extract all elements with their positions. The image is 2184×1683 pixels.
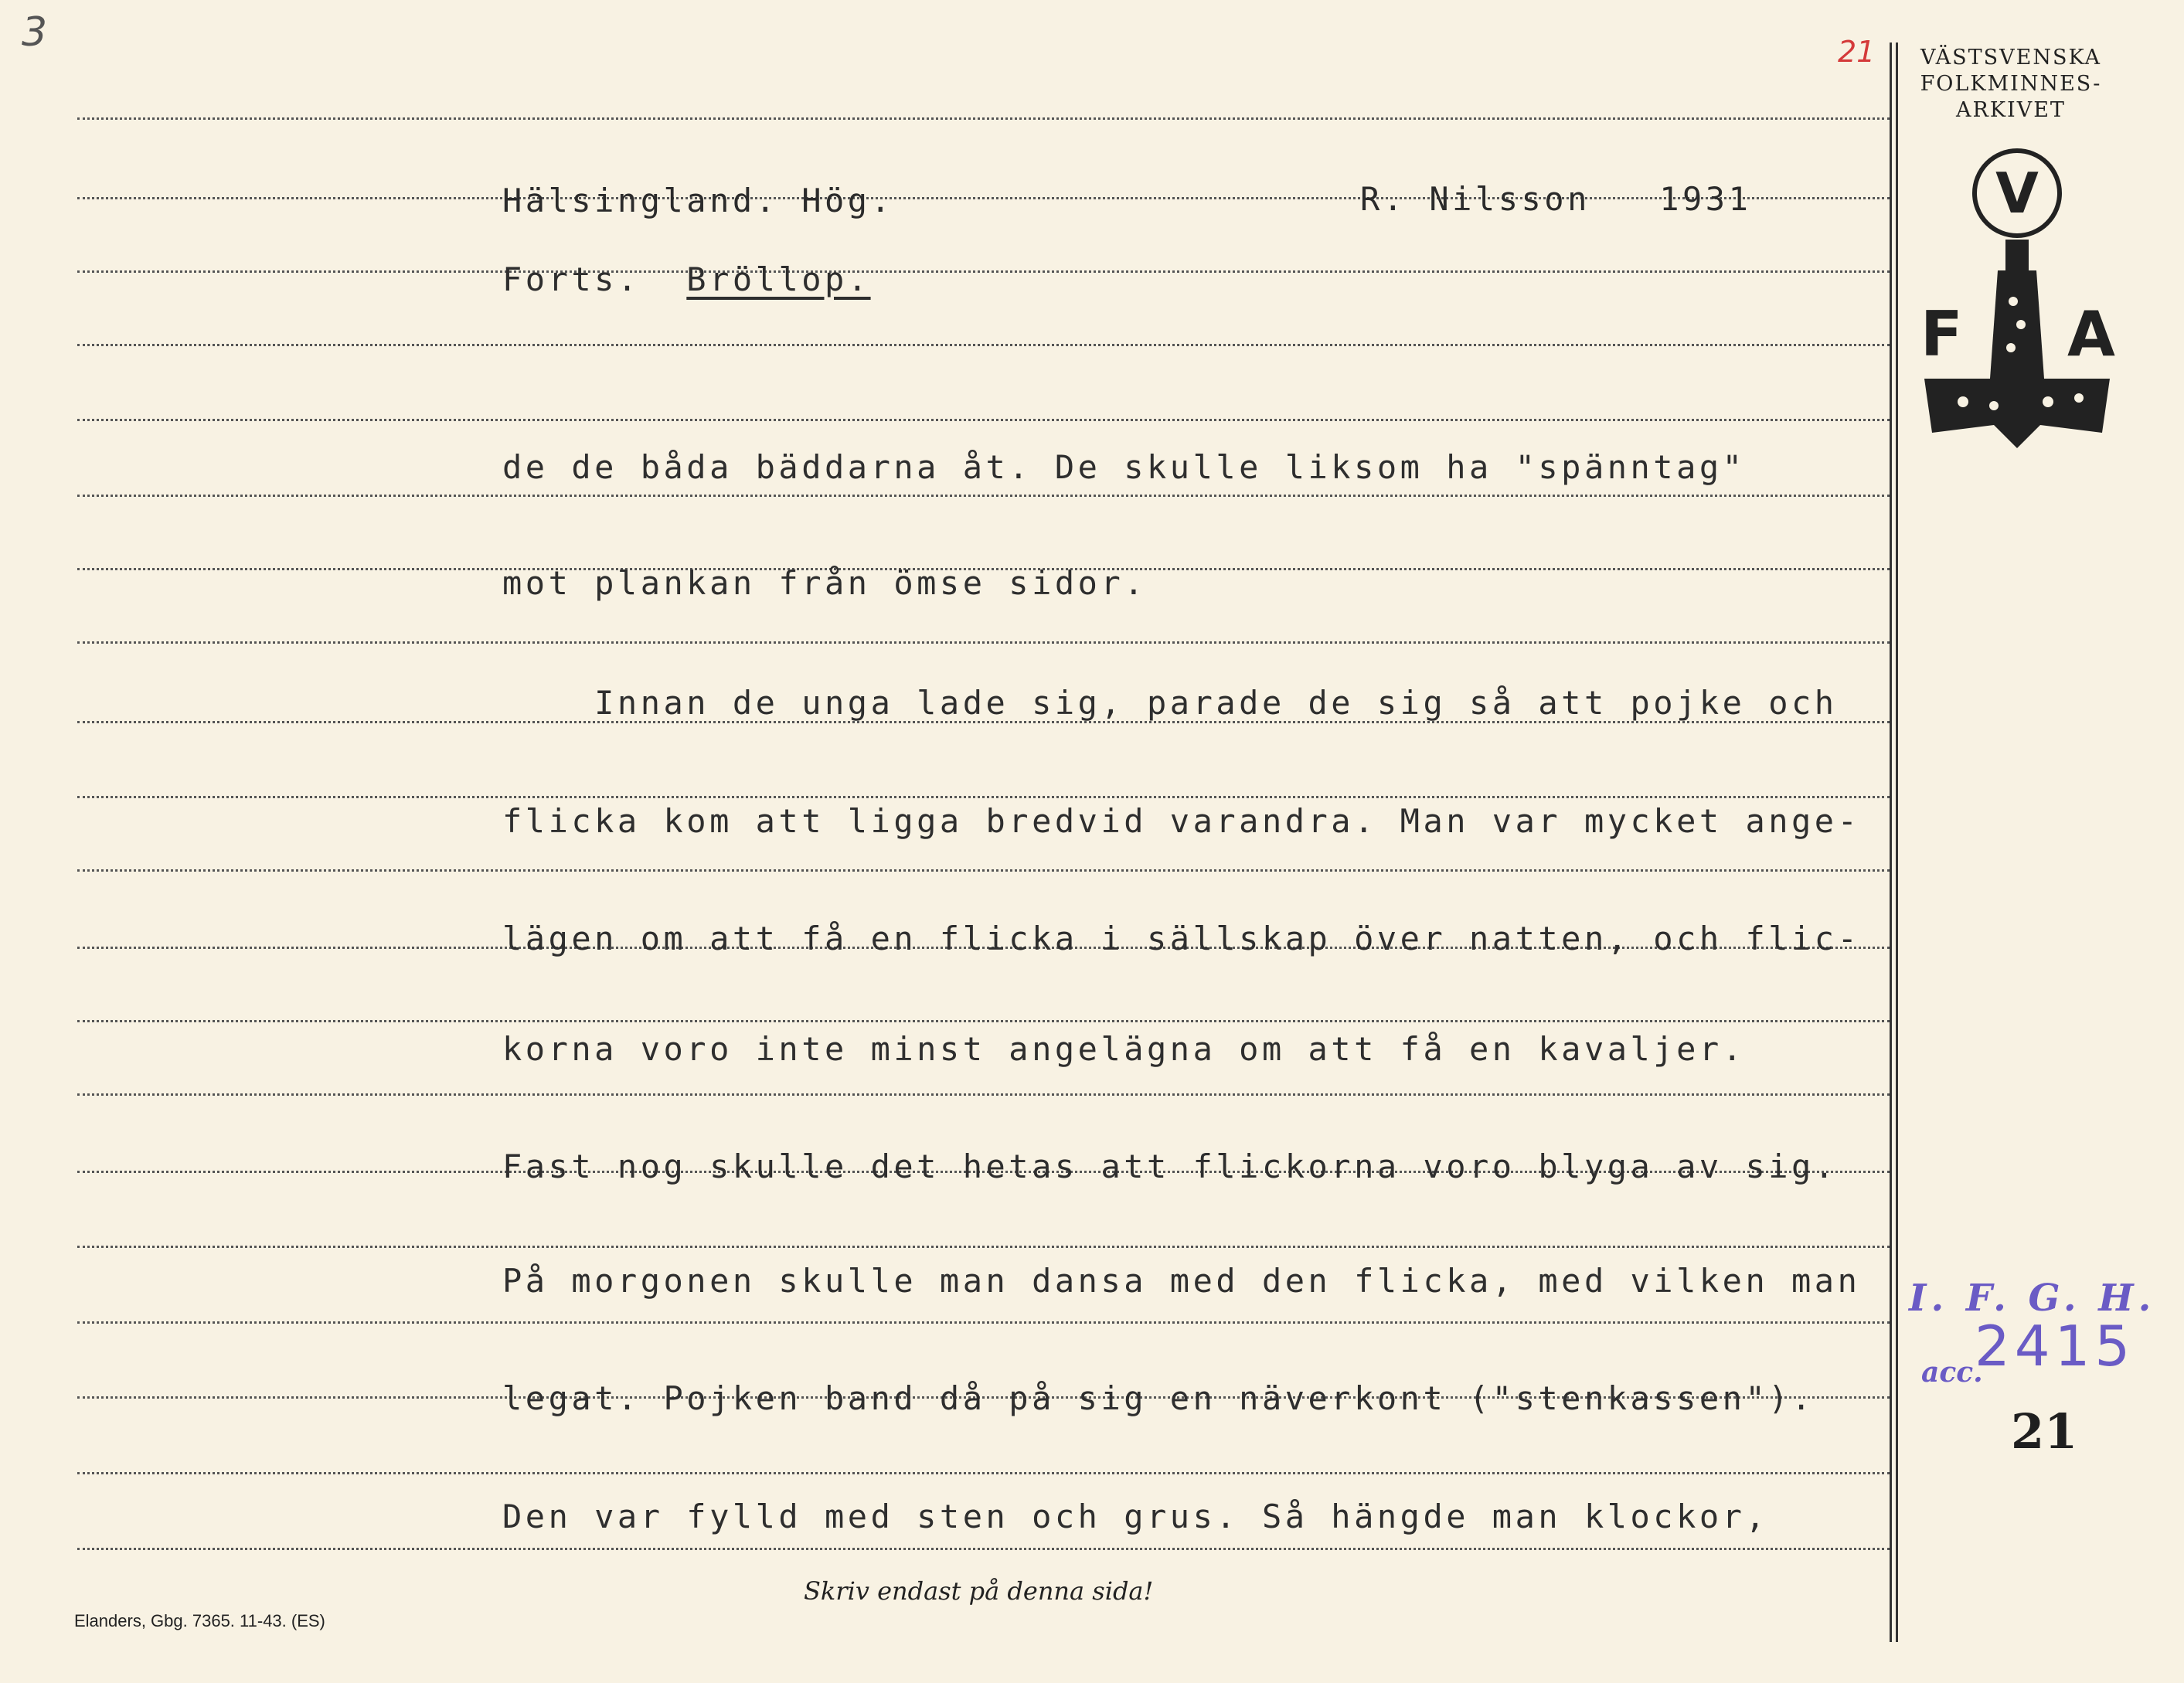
printer-imprint: Elanders, Gbg. 7365. 11-43. (ES) — [74, 1611, 325, 1630]
ruled-line — [77, 117, 1890, 120]
ruled-line — [77, 1093, 1890, 1096]
body-line: Fast nog skulle det hetas att flickorna voro blyga av sig. — [502, 1148, 1838, 1185]
ruled-line — [77, 419, 1890, 421]
logo-letter-a: A — [2067, 298, 2115, 370]
logo-letter-v: V — [1995, 161, 2039, 226]
body-line: Den var fylld med sten och grus. Så hängde man klockor, — [502, 1498, 1769, 1535]
body-line: flicka kom att ligga bredvid varandra. Man var mycket ange- — [502, 802, 1861, 840]
archive-stamp-initials: I. F. G. H. — [1909, 1277, 2156, 1320]
record-location: Hälsingland. Hög. — [502, 182, 894, 219]
body-line: legat. Pojken band då på sig en näverkont ("stenkassen"). — [502, 1379, 1815, 1417]
logo-letter-f: F — [1920, 298, 1963, 370]
archive-name — [1903, 45, 2119, 124]
body-line: mot plankan från ömse sidor. — [502, 564, 1148, 602]
archive-stamp-number: 2415 — [1975, 1314, 2135, 1379]
ruled-line — [77, 1246, 1890, 1248]
archive-name-line: FOLKMINNES- — [1920, 72, 2102, 96]
ruled-line — [77, 495, 1890, 497]
archive-name-line: ARKIVET — [1956, 98, 2066, 122]
ruled-line — [77, 1472, 1890, 1474]
margin-divider — [1890, 42, 1892, 1642]
margin-divider — [1896, 42, 1898, 1642]
subject-title: Bröllop. — [686, 260, 871, 298]
body-line: korna voro inte minst angelägna om att få en kavaljer. — [502, 1030, 1746, 1068]
subject-prefix: Forts. — [502, 260, 641, 298]
archive-stamp-acc-label: acc. — [1921, 1356, 1983, 1389]
ruled-line — [77, 796, 1890, 798]
body-line: Innan de unga lade sig, parade de sig så att pojke och — [502, 684, 1838, 722]
page-number: 21 — [2011, 1403, 2078, 1460]
ruled-line — [77, 1321, 1890, 1324]
archive-name-line: VÄSTSVENSKA — [1920, 46, 2102, 70]
ruled-line — [77, 1020, 1890, 1022]
hammer-emblem-icon — [1917, 147, 2118, 456]
ruled-line — [77, 344, 1890, 346]
body-line: På morgonen skulle man dansa med den flicka, med vilken man — [502, 1262, 1861, 1300]
red-page-number: 21 — [1838, 35, 1876, 69]
body-line: de de båda bäddarna åt. De skulle liksom ha "spänntag" — [502, 448, 1746, 486]
body-line: lägen om att få en flicka i sällskap över natten, och flic- — [502, 920, 1861, 957]
subject-line — [502, 260, 871, 298]
ruled-line — [77, 1548, 1890, 1550]
footer-instruction: Skriv endast på denna sida! — [804, 1576, 1154, 1606]
ruled-line — [77, 270, 1890, 273]
record-collector-year: R. Nilsson 1931 — [1360, 180, 1752, 218]
ruled-line — [77, 869, 1890, 872]
ruled-line — [77, 641, 1890, 644]
corner-page-mark: 3 — [22, 9, 48, 56]
